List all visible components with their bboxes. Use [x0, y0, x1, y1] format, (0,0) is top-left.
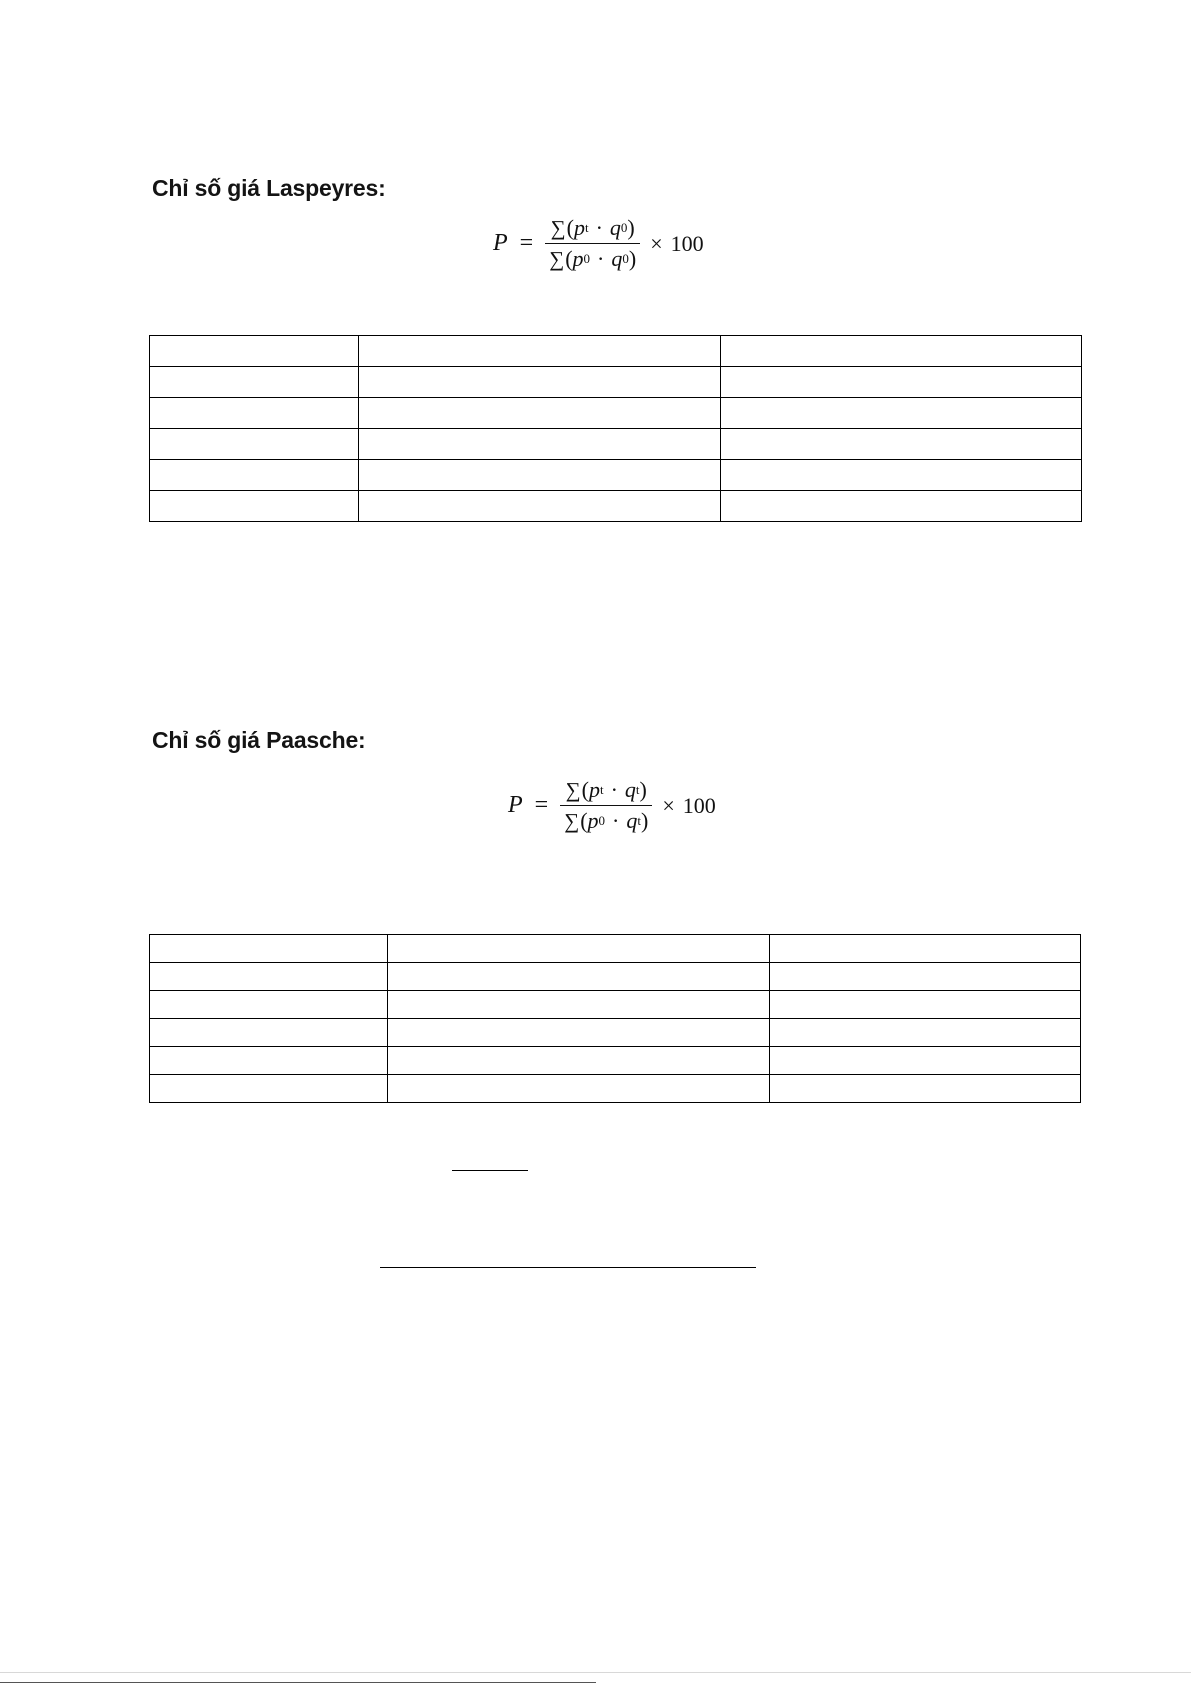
- subscript: t: [637, 813, 641, 828]
- var-p: p: [573, 215, 585, 240]
- table-cell: [721, 429, 1082, 460]
- formula-fraction: [560, 777, 652, 834]
- formula-lhs: P: [508, 792, 523, 818]
- dot-operator: ·: [610, 777, 618, 802]
- formula-equals: =: [519, 230, 534, 256]
- table-row: [150, 935, 1081, 963]
- formula-equals: =: [534, 792, 549, 818]
- paren-open: (: [566, 215, 574, 240]
- formula-denominator: [560, 808, 652, 834]
- paren-close: ): [627, 215, 635, 240]
- sigma-symbol: ∑: [550, 215, 566, 240]
- table-cell: [150, 460, 359, 491]
- sigma-symbol: ∑: [564, 808, 580, 833]
- table-row: [150, 491, 1082, 522]
- table-cell: [150, 1075, 388, 1103]
- formula-multiplier: 100: [670, 230, 704, 256]
- table-row: [150, 1019, 1081, 1047]
- times-operator: ×: [650, 230, 663, 256]
- table-row: [150, 991, 1081, 1019]
- var-q: q: [609, 215, 621, 240]
- table-row: [150, 460, 1082, 491]
- table-cell: [150, 1047, 388, 1075]
- var-q: q: [626, 808, 638, 833]
- dot-operator: ·: [595, 215, 603, 240]
- paasche-heading: Chỉ số giá Paasche:: [152, 727, 366, 753]
- var-q: q: [624, 777, 636, 802]
- table-cell: [150, 991, 388, 1019]
- sigma-symbol: ∑: [565, 777, 581, 802]
- table-cell: [770, 1047, 1081, 1075]
- table-cell: [388, 1019, 770, 1047]
- table-row: [150, 336, 1082, 367]
- table-cell: [770, 963, 1081, 991]
- table-cell: [721, 491, 1082, 522]
- table-row: [150, 367, 1082, 398]
- page-footer-divider: [0, 1672, 1191, 1673]
- subscript: t: [584, 220, 589, 235]
- long-answer-line: [380, 1267, 756, 1268]
- laspeyres-table: [149, 335, 1082, 522]
- table-cell: [721, 460, 1082, 491]
- formula-lhs: P: [493, 230, 508, 256]
- subscript: 0: [583, 251, 591, 266]
- table-cell: [770, 935, 1081, 963]
- var-q: q: [611, 246, 623, 271]
- fraction-bar: [545, 243, 640, 244]
- table-cell: [721, 398, 1082, 429]
- formula-numerator: [562, 777, 651, 803]
- subscript: t: [599, 782, 604, 797]
- paren-close: ): [640, 808, 649, 833]
- table-cell: [721, 336, 1082, 367]
- table-row: [150, 963, 1081, 991]
- table-cell: [150, 491, 359, 522]
- dot-operator: ·: [612, 808, 620, 833]
- table-cell: [150, 1019, 388, 1047]
- short-answer-line: [452, 1170, 528, 1171]
- var-p: p: [587, 808, 599, 833]
- table-cell: [359, 398, 721, 429]
- paren-open: (: [565, 246, 573, 271]
- paren-open: (: [581, 777, 589, 802]
- subscript: 0: [598, 813, 606, 828]
- table-cell: [388, 991, 770, 1019]
- table-cell: [388, 1047, 770, 1075]
- paren-open: (: [580, 808, 588, 833]
- laspeyres-heading: Chỉ số giá Laspeyres:: [152, 175, 386, 201]
- table-cell: [359, 460, 721, 491]
- table-cell: [721, 367, 1082, 398]
- paren-close: ): [628, 246, 637, 271]
- dot-operator: ·: [597, 246, 605, 271]
- table-cell: [388, 935, 770, 963]
- formula-numerator: [547, 215, 639, 241]
- paasche-formula: [508, 777, 716, 834]
- table-row: [150, 398, 1082, 429]
- table-cell: [150, 336, 359, 367]
- table-cell: [388, 1075, 770, 1103]
- table-cell: [150, 367, 359, 398]
- subscript: 0: [622, 251, 629, 266]
- table-cell: [388, 963, 770, 991]
- sigma-symbol: ∑: [549, 246, 565, 271]
- var-p: p: [572, 246, 584, 271]
- fraction-bar: [560, 805, 652, 806]
- table-cell: [770, 1075, 1081, 1103]
- table-cell: [359, 367, 721, 398]
- table-cell: [359, 429, 721, 460]
- table-row: [150, 1075, 1081, 1103]
- table-cell: [359, 336, 721, 367]
- table-cell: [770, 991, 1081, 1019]
- formula-multiplier: 100: [682, 792, 716, 818]
- table-cell: [150, 398, 359, 429]
- table-row: [150, 1047, 1081, 1075]
- var-p: p: [588, 777, 600, 802]
- table-cell: [150, 429, 359, 460]
- subscript: 0: [620, 220, 628, 235]
- paasche-table: [149, 934, 1081, 1103]
- laspeyres-formula: [493, 215, 704, 272]
- page-footer-rule: [0, 1682, 596, 1683]
- subscript: t: [635, 782, 640, 797]
- paren-close: ): [639, 777, 647, 802]
- formula-fraction: [545, 215, 640, 272]
- times-operator: ×: [662, 792, 675, 818]
- table-cell: [150, 935, 388, 963]
- table-cell: [359, 491, 721, 522]
- formula-denominator: [545, 246, 640, 272]
- table-cell: [770, 1019, 1081, 1047]
- table-cell: [150, 963, 388, 991]
- table-row: [150, 429, 1082, 460]
